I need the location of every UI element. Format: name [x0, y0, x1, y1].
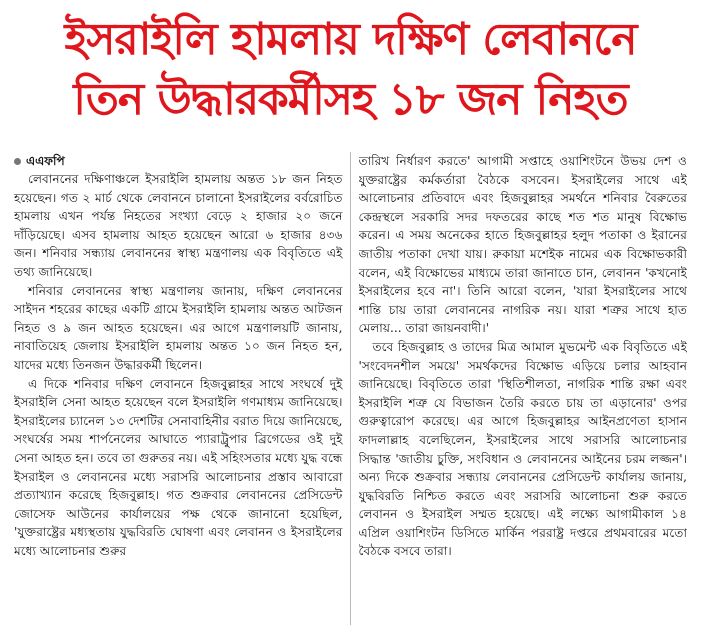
paragraph: তবে হিজবুল্লাহ ও তাদের মিত্র আমাল মুভমেন্ট এক বিবৃতিতে এই 'সংবেদনশীল সময়ে' সমর্থকদের বিক্ষোভ এড়িয়ে চলার আহবান জানিয়েছে। বিবৃতিতে তারা 'স্থিতিশীলতা, নাগরিক শান্তি রক্ষা এবং ইসরাইলি শত্রু যে বিভাজন তৈরি করতে চায় তা এড়ানোর' ওপর গুরুত্বারোপ করেছে। এর আগে হিজবুল্লাহর আইনপ্রণেতা হাসান ফাদলাল্লাহ বলেছিলেন, ইসরাইলের সাথে সরাসরি আলোচনার সিদ্ধান্ত 'জাতীয় চুক্তি, সংবিধান ও লেবাননের আইনের চরম লজ্জন'। অন্য দিকে শুক্রবার সন্ধ্যায় লেবাননের প্রেসিডেন্ট কার্যালয় জানায়, যুদ্ধবিরতি নিশ্চিত করতে এবং সরাসরি আলোচনা শুরু করতে লেবানন ও ইসরাইল সম্মত হয়েছে। এই লক্ষ্যে আগামীকাল ১৪ এপ্রিল ওয়াশিংটন ডিসিতে মার্কিন পররাষ্ট্র দপ্তরে প্রথমবারের মতো বৈঠকে বসবে তারা। — [358, 339, 687, 559]
paragraph: লেবাননের দক্ষিণাঞ্চলে ইসরাইলি হামলায় অন্তত ১৮ জন নিহত হয়েছেন। গত ২ মার্চ থেকে লেবাননে চালানো ইসরাইলের বর্বরোচিত হামলায় এখন পর্যন্ত নিহতের সংখ্যা বেড়ে ২ হাজার ২০ জনে দাঁড়িয়েছে। এসব হামলায় আহত হয়েছেন আরো ৬ হাজার ৪৩৬ জন। শনিবার সন্ধ্যায় লেবাননের স্বাস্থ্য মন্ত্রণালয় এক বিবৃতিতে এই তথ্য জানিয়েছে। — [14, 172, 343, 279]
headline-line-2: তিন উদ্ধারকর্মীসহ ১৮ জন নিহত — [73, 74, 628, 125]
byline-source: এএফপি — [26, 154, 65, 168]
paragraph: শনিবার লেবাননের স্বাস্থ্য মন্ত্রণালয় জানায়, দক্ষিণ লেবাননের সাইদন শহরের কাছের একটি গ্রামে ইসরাইলি হামলায় অন্তত আটজন নিহত ও ৯ জন আহত হয়েছেন। এর আগে মন্ত্রণালয়টি জানায়, নাবাতিয়েহ জেলায় ইসরাইলি হামলায় অন্তত ১০ জন নিহত হন, যাদের মধ্যে তিনজন উদ্ধারকর্মী ছিলেন। — [14, 283, 343, 372]
bullet-icon — [14, 158, 21, 165]
article-body — [14, 152, 687, 635]
headline-line-1: ইসরাইলি হামলায় দক্ষিণ লেবাননে — [64, 14, 637, 65]
left-column — [14, 152, 343, 635]
paragraph: এ দিকে শনিবার দক্ষিণ লেবাননে হিজবুল্লাহর সাথে সংঘর্ষে দুই ইসরাইলি সেনা আহত হয়েছেন বলে ইসরাইলি গণমাধ্যম জানিয়েছে। ইসরাইলের চ্যানেল ১৩ দেশটির সেনাবাহিনীর বরাত দিয়ে জানিয়েছে, সংঘর্ষের সময় শার্পনেলের আঘাতে প্যারাট্রুপার ব্রিগেডের ওই দুই সেনা আহত হন। তবে তা গুরুতর নয়। এই সহিংসতার মধ্যে যুদ্ধ বন্ধে ইসরাইল ও লেবাননের মধ্যে সরাসরি আলোচনার প্রস্তাব আবারো প্রত্যাখ্যান করেছে হিজবুল্লাহ। গত শুক্রবার লেবাননের প্রেসিডেন্ট জোসেফ আউনের কার্যালয়ের পক্ষ থেকে জানানো হয়েছিল, 'যুক্তরাষ্ট্রের মধ্যস্থতায় যুদ্ধবিরতি ঘোষণা এবং লেবানন ও ইসরাইলের মধ্যে আলোচনার শুরুর — [14, 376, 343, 558]
paragraph: তারিখ নির্ধারণ করতে' আগামী সপ্তাহে ওয়াশিংটনে উভয় দেশ ও যুক্তরাষ্ট্রের কর্মকর্তারা বৈঠকে বসবেন। ইসরাইলের সাথে এই আলোচনার প্রতিবাদে এবং হিজবুল্লাহর সমর্থনে শনিবার বৈরুতের কেন্দ্রস্থলে সরকারি সদর দফতরের কাছে শত শত মানুষ বিক্ষোভ করেন। এ সময় অনেকের হাতে হিজবুল্লাহর হলুদ পতাকা ও ইরানের জাতীয় পতাকা দেখা যায়। রুকায়া মশেইক নামের এক বিক্ষোভকারী বলেন, এই বিক্ষোভের মাধ্যমে তারা জানাতে চান, লেবানন 'কখনোই ইসরাইলের হবে না'। তিনি আরো বলেন, 'যারা ইসরাইলের সাথে শান্তি চায় তারা লেবাননের নাগরিক নয়। যারা শত্রুর সাথে হাত মেলায়... তারা জায়নবাদী।' — [358, 154, 687, 336]
byline — [14, 152, 343, 170]
right-column — [359, 152, 688, 635]
